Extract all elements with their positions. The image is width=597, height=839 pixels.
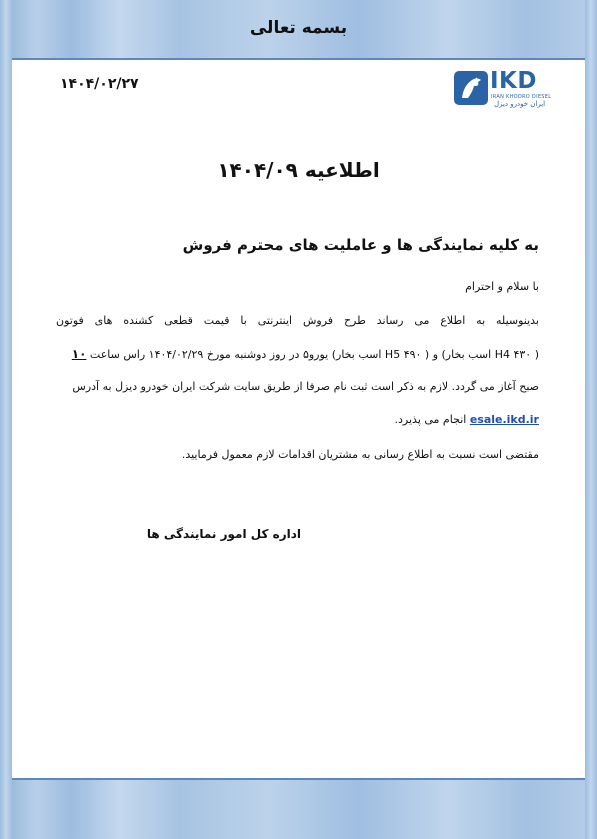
body-line-3: صبح آغاز می گردد. لازم به ذکر است ثبت نام صرفا از طریق سایت شرکت ایران خودرو دیزل به آدرس	[72, 380, 539, 393]
letter-date: ۱۴۰۴/۰۲/۲۷	[60, 76, 139, 92]
logo-brand-text: IKD	[490, 68, 537, 94]
right-decorative-strip	[585, 0, 597, 839]
closing-line: مقتضی است نسبت به اطلاع رسانی به مشتریان اقدامات لازم معمول فرمایید.	[181, 448, 539, 461]
body-line-2-text: ( H4 ۴۳۰ اسب بخار) و ( H5 ۴۹۰ اسب بخار) یورو۵ در روز دوشنبه مورخ ۱۴۰۴/۰۲/۲۹ راس ساعت	[86, 348, 539, 361]
notice-title: اطلاعیه ۱۴۰۴/۰۹	[217, 158, 380, 182]
logo-english-subtitle: IRAN KHODRO DIESEL	[491, 94, 552, 100]
body-line-1: بدینوسیله به اطلاع می رساند طرح فروش اینترنتی با قیمت قطعی کشنده های فوتون	[56, 314, 539, 327]
company-logo	[454, 70, 550, 108]
body-line-4-text: انجام می پذیرد.	[394, 413, 470, 426]
body-line-4	[56, 413, 539, 426]
greeting-line: با سلام و احترام	[465, 280, 539, 293]
left-decorative-strip	[0, 0, 12, 839]
esale-website-link[interactable]: esale.ikd.ir	[469, 413, 539, 426]
start-hour: ۱۰	[71, 347, 87, 361]
logo-persian-subtitle: ایران خودرو دیزل	[494, 100, 546, 108]
document-heading: بسمه تعالی	[249, 18, 348, 38]
body-line-2	[56, 347, 539, 361]
signature-department: اداره کل امور نمایندگی ها	[146, 527, 301, 541]
horse-emblem-icon	[454, 71, 488, 105]
bottom-decorative-band	[0, 778, 597, 839]
bottom-band-divider	[0, 778, 597, 780]
addressee-line: به کلیه نمایندگی ها و عاملیت های محترم فروش	[182, 236, 539, 254]
